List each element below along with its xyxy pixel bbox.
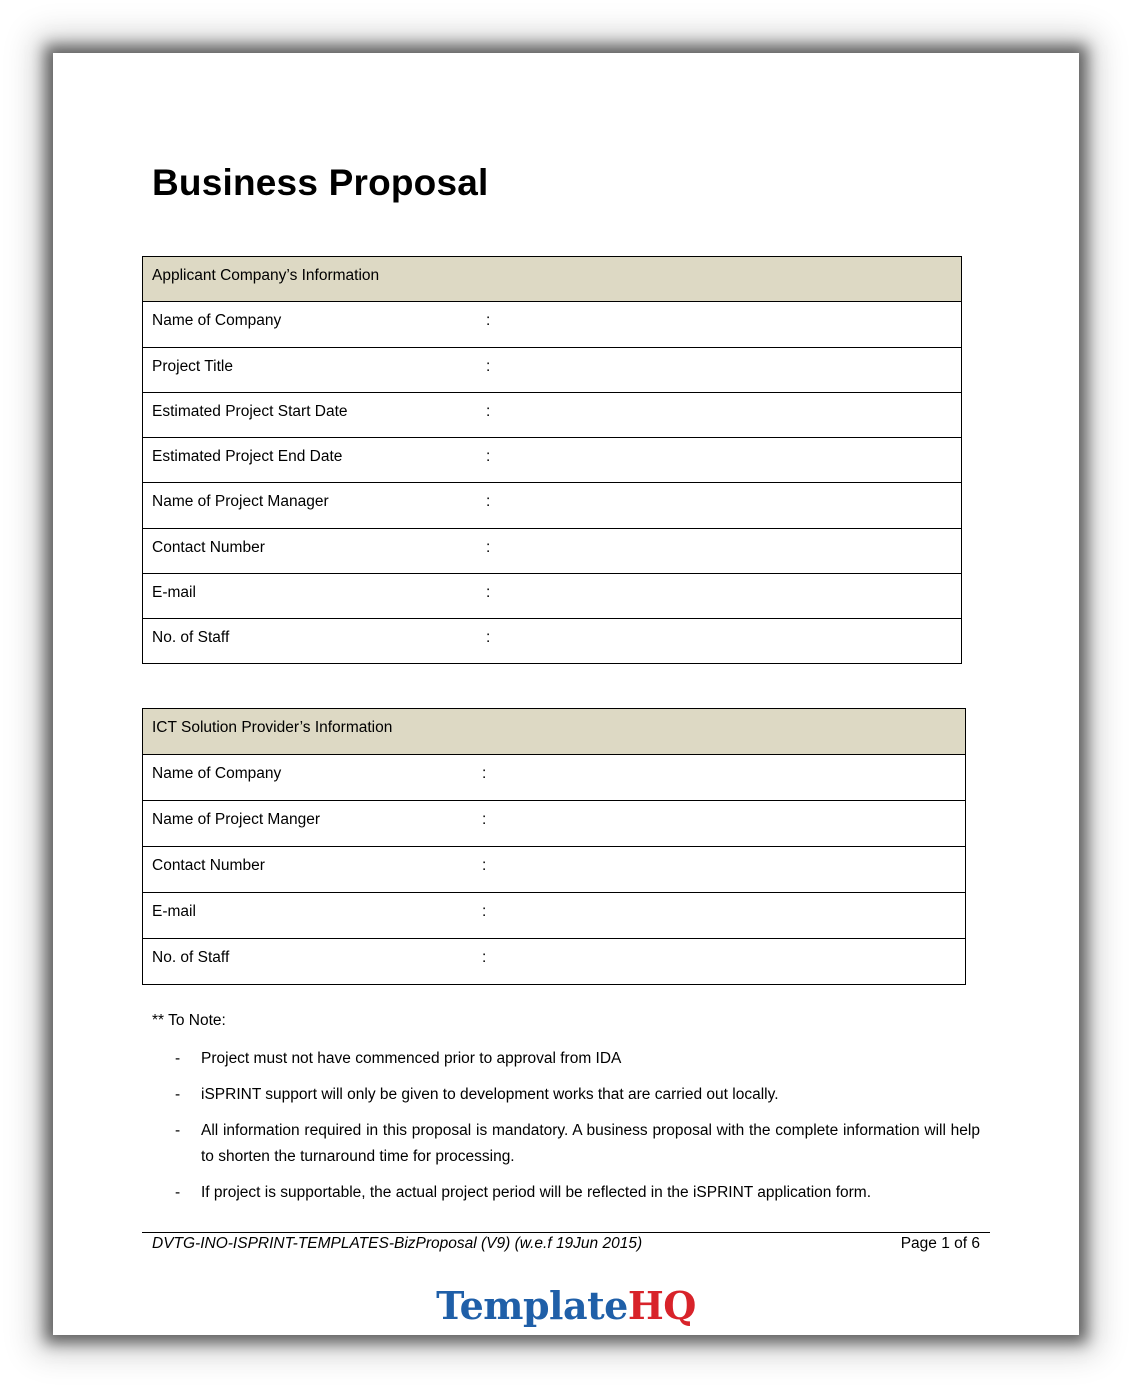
- field-label: Contact Number: [152, 857, 265, 874]
- table-row: [143, 438, 962, 483]
- field-separator: :: [482, 811, 487, 828]
- table-row: [143, 573, 962, 618]
- field-label: Name of Company: [152, 312, 282, 330]
- table-row: [143, 528, 962, 573]
- logo-part-hq: HQ: [627, 1283, 696, 1328]
- field-label: No. of Staff: [152, 949, 230, 966]
- table-row: [143, 847, 966, 893]
- table-row: [143, 801, 966, 847]
- bullet-dash: -: [175, 1086, 181, 1103]
- applicant-info-table: [142, 256, 962, 664]
- field-label: Name of Project Manger: [152, 811, 320, 828]
- applicant-info-header: Applicant Company’s Information: [143, 257, 962, 302]
- field-separator: :: [486, 402, 491, 420]
- list-item: [175, 1180, 980, 1206]
- table-row: [143, 893, 966, 939]
- note-text: Project must not have commenced prior to approval from IDA: [201, 1050, 622, 1067]
- notes-list: [175, 1046, 980, 1216]
- bullet-dash: -: [175, 1184, 181, 1201]
- field-separator: :: [486, 629, 491, 646]
- field-separator: :: [482, 903, 487, 920]
- field-label: Contact Number: [152, 538, 265, 556]
- footer-doc-id: DVTG-INO-ISPRINT-TEMPLATES-BizProposal (V9) (w.e.f 19Jun 2015): [152, 1235, 643, 1252]
- field-label: No. of Staff: [152, 629, 230, 646]
- field-separator: :: [486, 448, 491, 465]
- templatehq-logo: [0, 1283, 1132, 1328]
- field-separator: :: [486, 493, 491, 511]
- provider-info-table: [142, 708, 966, 985]
- field-separator: :: [486, 312, 491, 330]
- table-row: [143, 347, 962, 392]
- bullet-dash: -: [175, 1050, 181, 1067]
- field-separator: :: [482, 949, 487, 966]
- note-text: All information required in this proposal is mandatory. A business proposal with the complete information will help to shorten the turnaround time for processing.: [201, 1122, 980, 1165]
- field-label: Estimated Project Start Date: [152, 402, 348, 420]
- table-row: [143, 392, 962, 437]
- provider-info-header: ICT Solution Provider’s Information: [143, 709, 966, 755]
- list-item: [175, 1046, 980, 1072]
- table-row: [143, 302, 962, 347]
- field-separator: :: [486, 583, 491, 601]
- list-item: [175, 1118, 980, 1170]
- field-label: E-mail: [152, 583, 196, 601]
- table-row: [143, 483, 962, 528]
- table-row: [143, 619, 962, 664]
- bullet-dash: -: [175, 1122, 181, 1139]
- field-separator: :: [486, 538, 491, 556]
- list-item: [175, 1082, 980, 1108]
- field-separator: :: [482, 765, 487, 782]
- field-label: E-mail: [152, 903, 196, 920]
- field-separator: :: [486, 357, 491, 375]
- table-row: [143, 755, 966, 801]
- notes-title: ** To Note:: [152, 1012, 226, 1029]
- field-label: Name of Company: [152, 765, 282, 782]
- note-text: If project is supportable, the actual project period will be reflected in the iSPRINT application form.: [201, 1184, 871, 1201]
- logo-part-template: Template: [436, 1283, 628, 1328]
- field-label: Project Title: [152, 357, 233, 375]
- note-text: iSPRINT support will only be given to development works that are carried out locally.: [201, 1086, 779, 1103]
- field-label: Estimated Project End Date: [152, 448, 343, 465]
- field-separator: :: [482, 857, 487, 874]
- page-title: Business Proposal: [152, 162, 489, 203]
- table-row: [143, 939, 966, 985]
- field-label: Name of Project Manager: [152, 493, 329, 511]
- footer-divider: [142, 1232, 990, 1233]
- footer-page-number: Page 1 of 6: [900, 1235, 980, 1252]
